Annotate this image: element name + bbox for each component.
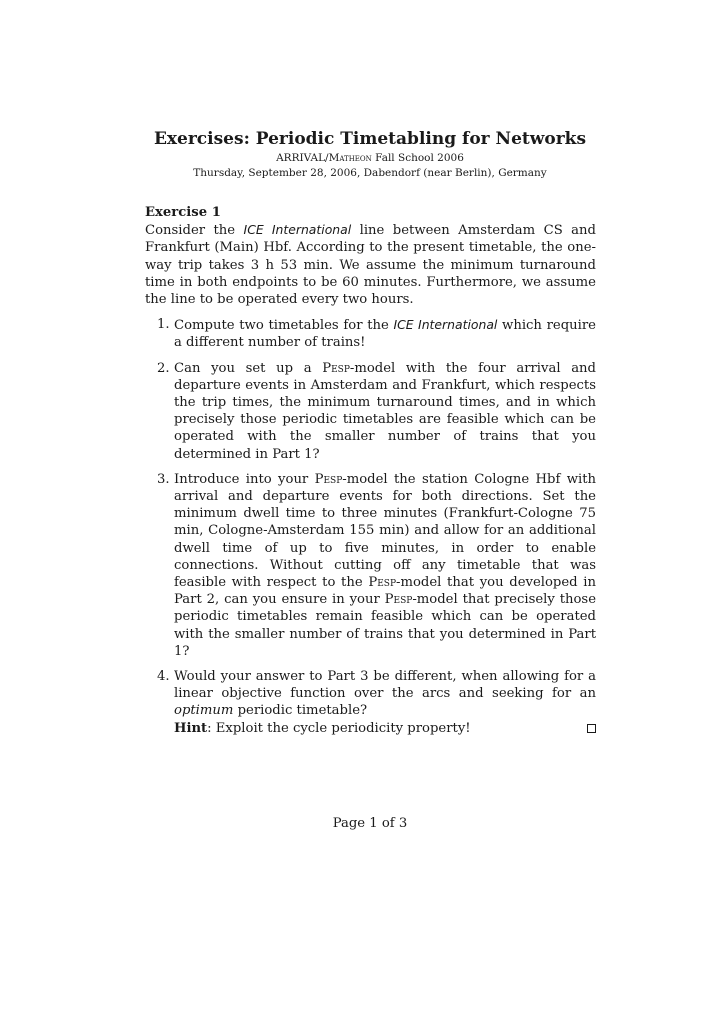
exercise-intro (145, 221, 596, 308)
task-number: 4. (157, 669, 170, 685)
pesp-term: Pesp (384, 592, 413, 608)
task-text: -model that precisely those periodic timetables remain feasible which can be operated with the smaller number of trains that you determined in Part 1? (174, 592, 596, 659)
task-text: Introduce into your (174, 471, 315, 487)
task-text: -model that you developed in Part 2, can you ensure in your (174, 575, 596, 608)
task-text: Compute two timetables for the (174, 318, 394, 334)
hint-text: : Exploit the cycle periodicity property! (207, 720, 471, 736)
page-footer (0, 816, 720, 831)
page-number: Page 1 of 3 (332, 816, 408, 831)
task-emphasis: optimum (174, 703, 234, 719)
pesp-term: Pesp (368, 575, 397, 591)
hint-line (174, 720, 596, 737)
subtitle-suffix: Fall School 2006 (371, 152, 464, 164)
subtitle-matheon: Matheon (328, 152, 372, 164)
task-text: Can you set up a (174, 360, 323, 376)
document-dateline: Thursday, September 28, 2006, Dabendorf (near Berlin), Germany (193, 167, 547, 179)
task-list (145, 316, 596, 737)
task-number: 3. (157, 471, 170, 487)
pesp-term: Pesp (322, 360, 350, 376)
task-item (145, 316, 596, 351)
subtitle-prefix: ARRIVAL/ (276, 152, 329, 164)
task-number: 1. (157, 317, 170, 333)
task-text: which require a different number of trains! (174, 318, 596, 351)
pesp-term: Pesp (314, 471, 343, 487)
task-text: -model with the four arrival and departure events in Amsterdam and Frankfurt, which respects the trip times, the minimum turnaround times, and in which precisely those periodic timetables are feasible which can be operated with the smaller number of trains that you determined in Part 1? (174, 360, 596, 462)
task-item (145, 360, 596, 463)
intro-line-name: ICE International (243, 222, 352, 238)
exercise-heading: Exercise 1 (145, 205, 221, 220)
task-item (145, 471, 596, 660)
task-item (145, 668, 596, 737)
task-line-name: ICE International (393, 317, 498, 333)
task-text: -model the station Cologne Hbf with arrival and departure events for both directions. Set the minimum dwell time to three minutes (Frankfurt-Cologne 75 min, Cologne-Amsterdam 155 min) and allow for an additional dwell time of up to five minutes, in order to enable connections. Without cutting off any timetable that was feasible with respect to the (174, 471, 596, 591)
document-title: Exercises: Periodic Timetabling for Networks (153, 129, 587, 149)
task-text: Would your answer to Part 3 be different, when allowing for a linear objective function over the arcs and seeking for an (174, 669, 596, 702)
task-text: periodic timetable? (233, 703, 368, 719)
exercise-section (145, 204, 596, 745)
qed-square-icon (587, 724, 596, 733)
hint-label: Hint (174, 720, 208, 736)
document-subtitle (0, 151, 720, 165)
intro-text-2: line between Amsterdam CS and Frankfurt (Main) Hbf. According to the present timetable, the one-way trip takes 3 h 53 min. We assume the minimum turnaround time in both endpoints to be 60 minutes. Furthermore, we assume the line to be operated every two hours. (145, 223, 596, 308)
intro-text-1: Consider the (145, 223, 244, 239)
task-number: 2. (157, 360, 170, 376)
title-block (0, 128, 720, 180)
